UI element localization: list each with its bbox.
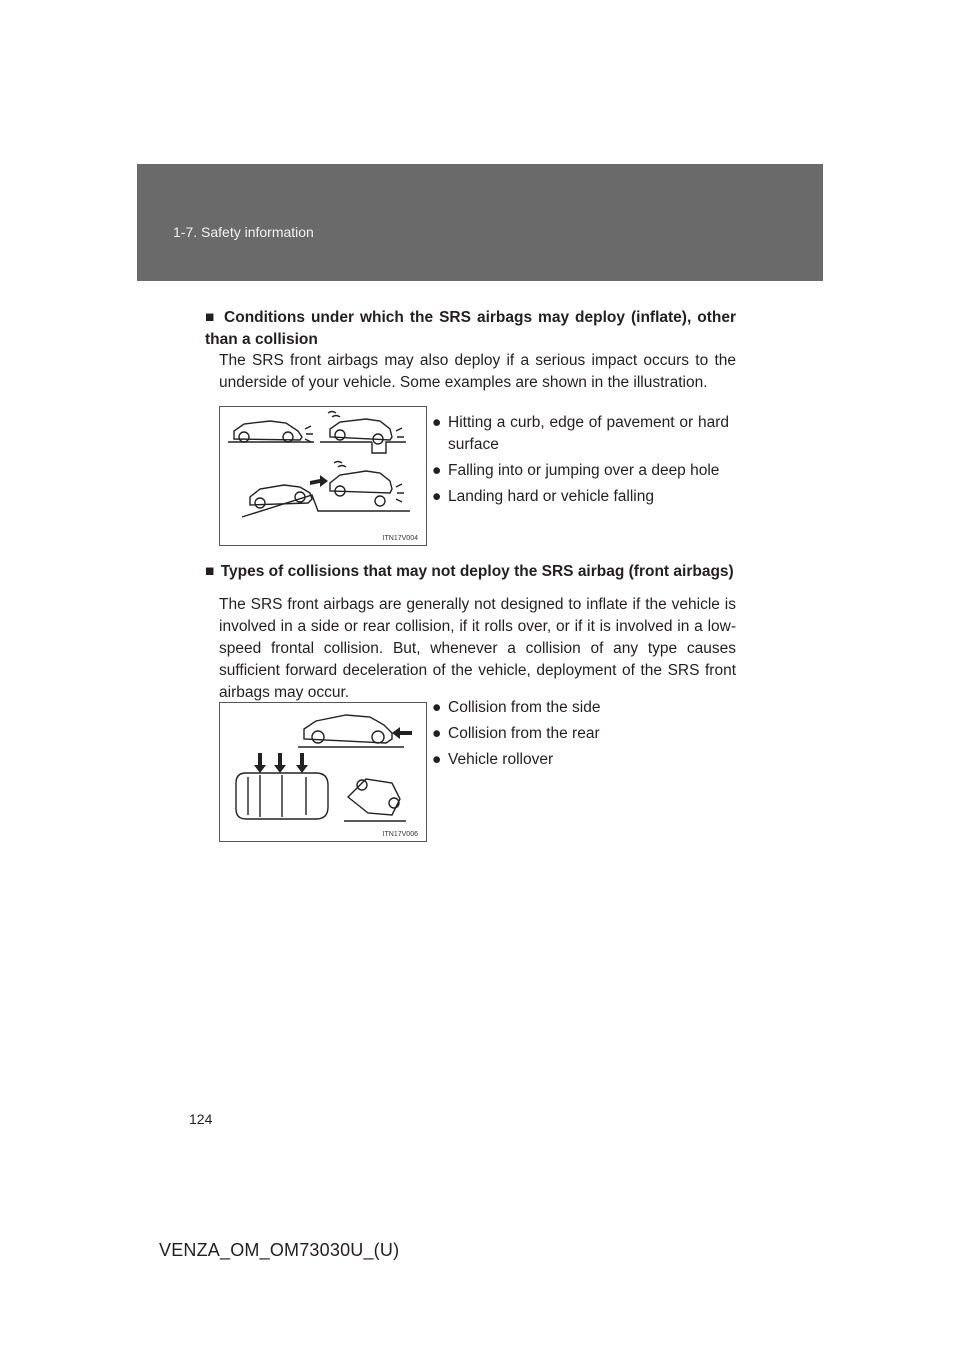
bullet-marker: ● [432, 488, 442, 505]
header-band [137, 164, 823, 281]
section2-heading [205, 561, 736, 583]
section1-heading [205, 307, 736, 351]
page-number: 124 [189, 1111, 213, 1127]
figure-non-deploy-collisions [219, 702, 427, 842]
heading-bullet: ■ [205, 309, 217, 326]
list-item: ● Collision from the rear [432, 723, 729, 745]
heading-bullet: ■ [205, 563, 215, 580]
list-item: ● Hitting a curb, edge of pavement or hard surface [432, 414, 729, 453]
list-item: ● Vehicle rollover [432, 749, 729, 771]
bullet-marker: ● [432, 462, 442, 479]
non-deploy-collision-illustration [220, 703, 426, 841]
list-item: ● Landing hard or vehicle falling [432, 486, 729, 508]
section-title: 1-7. Safety information [173, 224, 314, 240]
bullet-marker: ● [432, 725, 442, 742]
figure-underbody-impacts [219, 406, 427, 546]
figure-id: ITN17V004 [382, 535, 418, 542]
bullet-marker: ● [432, 751, 442, 768]
document-code: VENZA_OM_OM73030U_(U) [159, 1240, 400, 1260]
section2-body: The SRS front airbags are generally not designed to inflate if the vehicle is involved in a side or rear collision, if it rolls over, or if it is involved in a low-speed frontal collision. But, whenever a collision of any type causes sufficient forward deceleration of the vehicle, deployment of the SRS front airbags may occur. [219, 596, 736, 701]
list-item: ● Falling into or jumping over a deep hole [432, 460, 729, 482]
section2-list [432, 697, 729, 775]
section1-list [432, 412, 729, 512]
section1-body: The SRS front airbags may also deploy if a serious impact occurs to the underside of your vehicle. Some examples are shown in the illustration. [219, 352, 736, 391]
list-item: ● Collision from the side [432, 697, 729, 719]
section2-heading-text: Types of collisions that may not deploy the SRS airbag (front airbags) [220, 563, 734, 580]
bullet-marker: ● [432, 699, 442, 716]
bullet-marker: ● [432, 414, 442, 431]
section1-heading-text: Conditions under which the SRS airbags may deploy (inflate), other than a collision [205, 309, 736, 348]
underbody-impact-illustration [220, 407, 426, 545]
figure-id: ITN17V006 [382, 831, 418, 838]
